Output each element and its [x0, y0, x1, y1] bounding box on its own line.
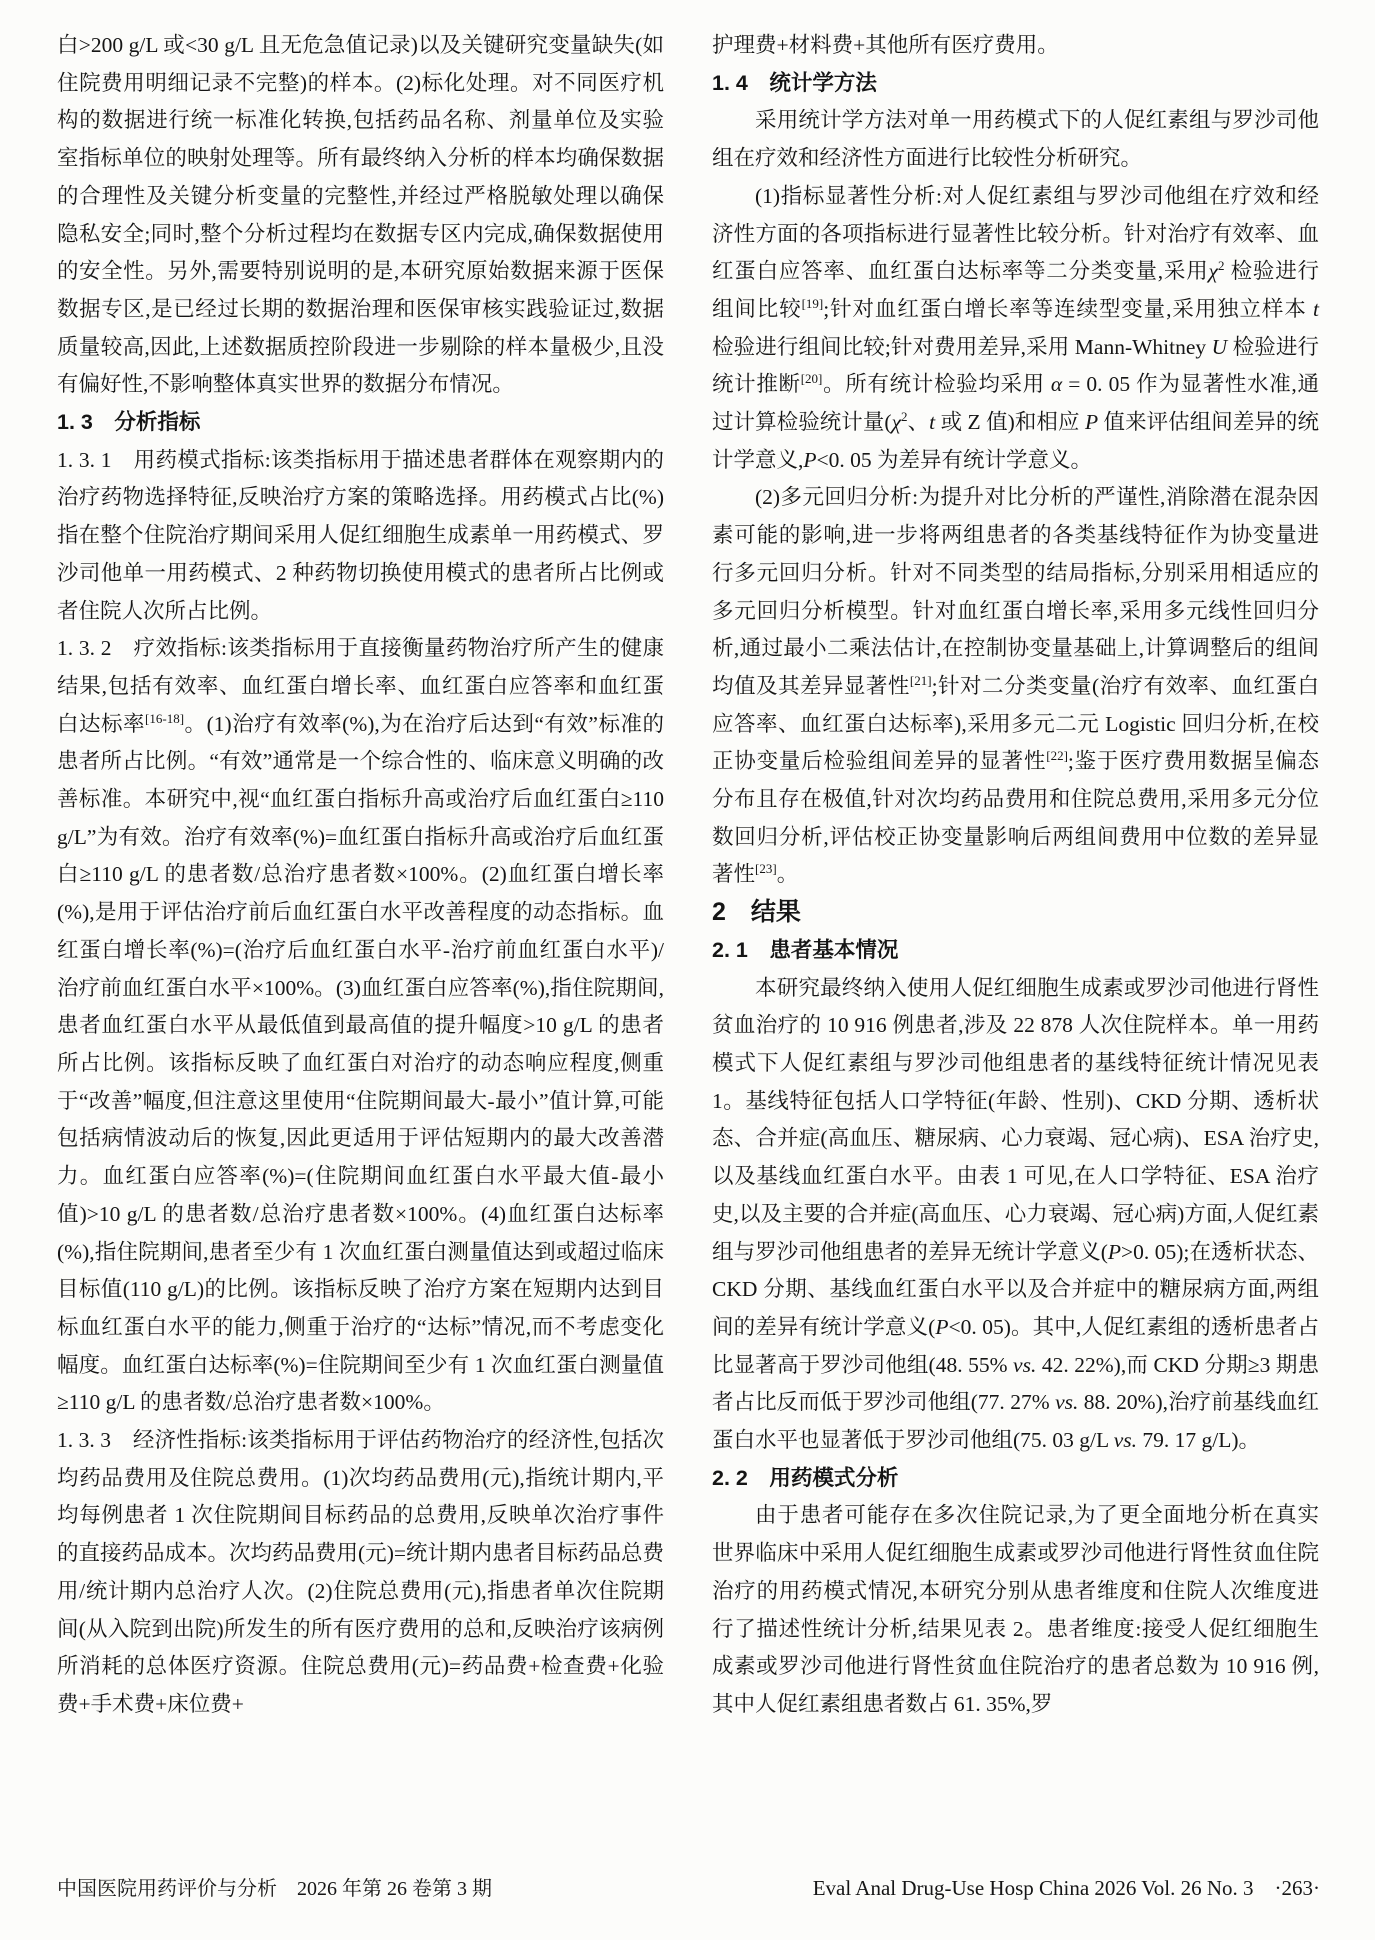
paragraph: 本研究最终纳入使用人促红细胞生成素或罗沙司他进行肾性贫血治疗的 10 916 例患者,涉及 22 878 人次住院样本。单一用药模式下人促红素组与罗沙司他组患者的基线特征统计情况见表 1。基线特征包括人口学特征(年龄、性别)、CKD 分期、透析状态、合并症(高血压、糖尿病、心力衰竭、冠心病)、ESA 治疗史,以及基线血红蛋白水平。由表 1 可见,在人口学特征、ESA 治疗史,以及主要的合并症(高血压、心力衰竭、冠心病)方面,人促红素组与罗沙司他组患者的差异无统计学意义(P>0. 05);在透析状态、CKD 分期、基线血红蛋白水平以及合并症中的糖尿病方面,两组间的差异有统计学意义(P<0. 05)。其中,人促红素组的透析患者占比显著高于罗沙司他组(48. 55% vs. 42. 22%),而 CKD 分期≥3 期患者占比反而低于罗沙司他组(77. 27% vs. 88. 20%),治疗前基线血红蛋白水平也显著低于罗沙司他组(75. 03 g/L vs. 79. 17 g/L)。 — [712, 975, 1319, 1453]
section-heading: 2. 1 患者基本情况 — [712, 937, 899, 962]
paragraph: 护理费+材料费+其他所有医疗费用。 — [712, 33, 1059, 57]
paragraph: 1. 3. 1 用药模式指标:该类指标用于描述患者群体在观察期内的治疗药物选择特征,反映治疗方案的策略选择。用药模式占比(%)指在整个住院治疗期间采用人促红细胞生成素单一用药模式、罗沙司他单一用药模式、2 种药物切换使用模式的患者所占比例或者住院人次所占比例。 — [57, 447, 664, 623]
column-right — [712, 27, 1319, 1724]
section-heading: 2 结果 — [712, 898, 801, 927]
paragraph: 1. 3. 3 经济性指标:该类指标用于评估药物治疗的经济性,包括次均药品费用及住院总费用。(1)次均药品费用(元),指统计期内,平均每例患者 1 次住院期间目标药品的总费用,反映单次治疗事件的直接药品成本。次均药品费用(元)=统计期内患者目标药品总费用/统计期内总治疗人次。(2)住院总费用(元),指患者单次住院期间(从入院到出院)所发生的所有医疗费用的总和,反映治疗该病例所消耗的总体医疗资源。住院总费用(元)=药品费+检查费+化验费+手术费+床位费+ — [57, 1428, 664, 1716]
paragraph: 由于患者可能存在多次住院记录,为了更全面地分析在真实世界临床中采用人促红细胞生成素或罗沙司他进行肾性贫血住院治疗的用药模式情况,本研究分别从患者维度和住院人次维度进行了描述性统计分析,结果见表 2。患者维度:接受人促红细胞生成素或罗沙司他进行肾性贫血住院治疗的患者总数为 10 916 例,其中人促红素组患者数占 61. 35%,罗 — [712, 1503, 1319, 1716]
paragraph: (2)多元回归分析:为提升对比分析的严谨性,消除潜在混杂因素可能的影响,进一步将两组患者的各类基线特征作为协变量进行多元回归分析。针对不同类型的结局指标,分别采用相适应的多元回归分析模型。针对血红蛋白增长率,采用多元线性回归分析,通过最小二乘法估计,在控制协变量基础上,计算调整后的组间均值及其差异显著性[21];针对二分类变量(治疗有效率、血红蛋白应答率、血红蛋白达标率),采用多元二元 Logistic 回归分析,在校正协变量后检验组间差异的显著性[22];鉴于医疗费用数据呈偏态分布且存在极值,针对次均药品费用和住院总费用,采用多元分位数回归分析,评估校正协变量影响后两组间费用中位数的差异显著性[23]。 — [712, 485, 1319, 887]
column-left — [57, 27, 664, 1724]
section-heading: 1. 3 分析指标 — [57, 410, 201, 435]
paragraph: 1. 3. 2 疗效指标:该类指标用于直接衡量药物治疗所产生的健康结果,包括有效率、血红蛋白增长率、血红蛋白应答率和血红蛋白达标率[16-18]。(1)治疗有效率(%),为在治疗后达到“有效”标准的患者所占比例。“有效”通常是一个综合性的、临床意义明确的改善标准。本研究中,视“血红蛋白指标升高或治疗后血红蛋白≥110 g/L”为有效。治疗有效率(%)=血红蛋白指标升高或治疗后血红蛋白≥110 g/L 的患者数/总治疗患者数×100%。(2)血红蛋白增长率(%),是用于评估治疗前后血红蛋白水平改善程度的动态指标。血红蛋白增长率(%)=(治疗后血红蛋白水平-治疗前血红蛋白水平)/治疗前血红蛋白水平×100%。(3)血红蛋白应答率(%),指住院期间,患者血红蛋白水平从最低值到最高值的提升幅度>10 g/L 的患者所占比例。该指标反映了血红蛋白对治疗的动态响应程度,侧重于“改善”幅度,但注意这里使用“住院期间最大-最小”值计算,可能包括病情波动后的恢复,因此更适用于评估短期内的最大改善潜力。血红蛋白应答率(%)=(住院期间血红蛋白水平最大值-最小值)>10 g/L 的患者数/总治疗患者数×100%。(4)血红蛋白达标率(%),指住院期间,患者至少有 1 次血红蛋白测量值达到或超过临床目标值(110 g/L)的比例。该指标反映了治疗方案在短期内达到目标血红蛋白水平的能力,侧重于治疗的“达标”情况,而不考虑变化幅度。血红蛋白达标率(%)=住院期间至少有 1 次血红蛋白测量值≥110 g/L 的患者数/总治疗患者数×100%。 — [57, 636, 664, 1415]
paragraph: 采用统计学方法对单一用药模式下的人促红素组与罗沙司他组在疗效和经济性方面进行比较性分析研究。 — [712, 108, 1319, 171]
section-heading: 1. 4 统计学方法 — [712, 70, 877, 95]
footer-journal-cn: 中国医院用药评价与分析 2026 年第 26 卷第 3 期 — [57, 1878, 492, 1900]
page-footer — [57, 1874, 1320, 1903]
paragraph: 白>200 g/L 或<30 g/L 且无危急值记录)以及关键研究变量缺失(如住院费用明细记录不完整)的样本。(2)标化处理。对不同医疗机构的数据进行统一标准化转换,包括药品名称、剂量单位及实验室指标单位的映射处理等。所有最终纳入分析的样本均确保数据的合理性及关键分析变量的完整性,并经过严格脱敏处理以确保隐私安全;同时,整个分析过程均在数据专区内完成,确保数据使用的安全性。另外,需要特别说明的是,本研究原始数据来源于医保数据专区,是已经过长期的数据治理和医保审核实践验证过,数据质量较高,因此,上述数据质控阶段进一步剔除的样本量极少,且没有偏好性,不影响整体真实世界的数据分布情况。 — [57, 33, 664, 397]
footer-journal-en: Eval Anal Drug-Use Hosp China 2026 Vol. 26 No. 3 ·263· — [812, 1876, 1320, 1900]
section-heading: 2. 2 用药模式分析 — [712, 1465, 899, 1490]
paragraph: (1)指标显著性分析:对人促红素组与罗沙司他组在疗效和经济性方面的各项指标进行显著性比较分析。针对治疗有效率、血红蛋白应答率、血红蛋白达标率等二分类变量,采用$\chi^2$ 检验进行组间比较[19];针对血红蛋白增长率等连续型变量,采用独立样本 t 检验进行组间比较;针对费用差异,采用 Mann-Whitney U 检验进行统计推断[20]。所有统计检验均采用 α = 0. 05 作为显著性水准,通过计算检验统计量($\chi^2$、t 或 Z 值)和相应 P 值来评估组间差异的统计学意义,P<0. 05 为差异有统计学意义。 — [712, 183, 1319, 472]
